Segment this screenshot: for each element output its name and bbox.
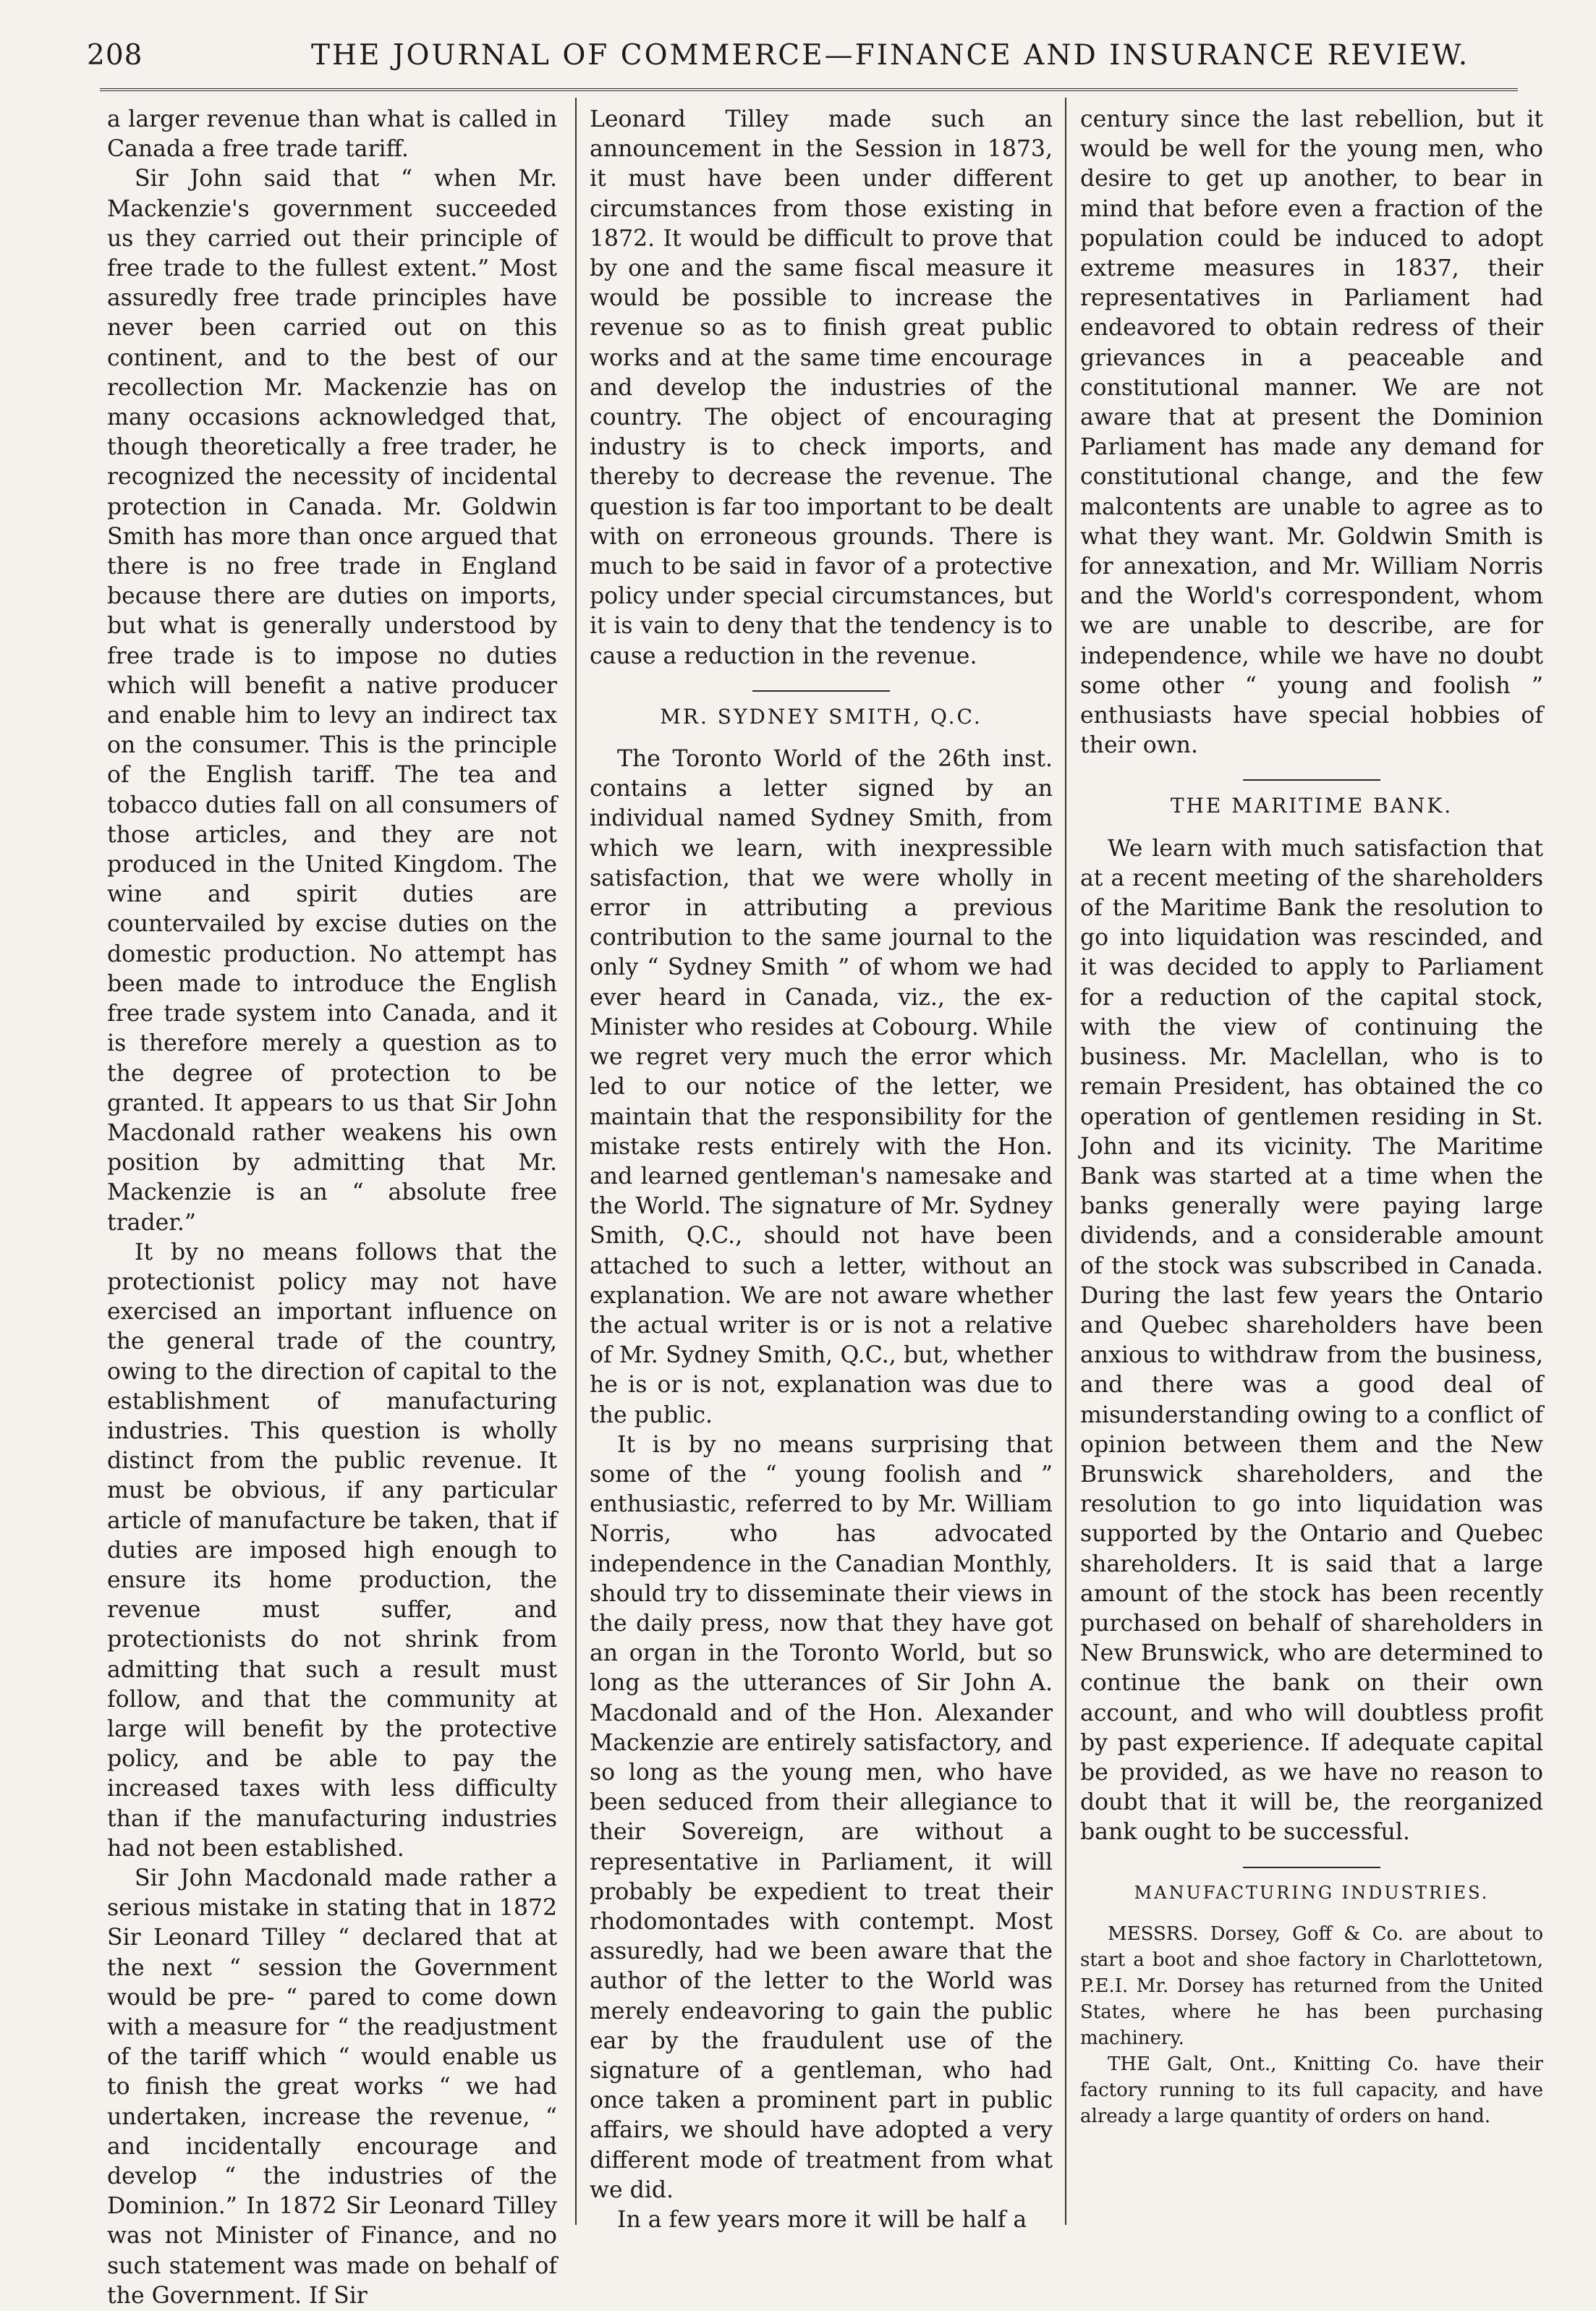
- section-separator: [1243, 779, 1380, 781]
- paragraph: THE Galt, Ont., Knitting Co. have their factory running to its full capacity, and have already a large quantity of orders on hand.: [1080, 2053, 1543, 2127]
- column-2: [590, 105, 1053, 2234]
- header-rule: [100, 88, 1518, 91]
- paragraph: Sir John Macdonald made rather a serious mistake in stating that in 1872 Sir Leonard Tilley “ declared that at the next “ session the Government would be pre- “ pared to come down with a measure for “ the readjustment of the tariff which “ would enable us to finish the great works “ we had undertaken, increase the revenue, “ and incidentally encourage and develop “ the industries of the Dominion.” In 1872 Sir Leonard Tilley was not Minister of Finance, and no such statement was made on behalf of the Government. If Sir: [107, 1865, 557, 2309]
- section-separator: [1243, 1867, 1380, 1868]
- column-1: [107, 105, 557, 2309]
- paragraph: It is by no means surprising that some of the “ young foolish and ” enthusiastic, referred to by Mr. William Norris, who has advocated independence in the Canadian Monthly, should try to disseminate their views in the daily press, now that they have got an organ in the Toronto World, but so long as the utterances of Sir John A. Macdonald and of the Hon. Alexander Mackenzie are entirely satisfactory, and so long as the young men, who have been seduced from their allegiance to their Sovereign, are without a representative in Parliament, it will probably be expedient to treat their rhodomontades with contempt. Most assuredly, had we been aware that the author of the letter to the World was merely endeavoring to gain the public ear by the fraudulent use of the signature of a gentleman, who had once taken a prominent part in public affairs, we should have adopted a very different mode of treatment from what we did.: [590, 1431, 1053, 2203]
- column-divider: [1065, 98, 1066, 2225]
- paragraph: In a few years more it will be half a: [617, 2207, 1027, 2234]
- paragraph: Sir John said that “ when Mr. Mackenzie's government succeeded us they carried out their principle of free trade to the fullest extent.” Most assuredly free trade principles have never been carried out on this continent, and to the best of our recollection Mr. Mackenzie has on many occasions acknowledged that, though theoretically a free trader, he recognized the necessity of incidental protection in Canada. Mr. Goldwin Smith has more than once argued that there is no free trade in England because there are duties on imports, but what is generally understood by free trade is to impose no duties which will benefit a native producer and enable him to levy an indirect tax on the consumer. This is the principle of the English tariff. The tea and tobacco duties fall on all consumers of those articles, and they are not produced in the United Kingdom. The wine and spirit duties are countervailed by excise duties on the domestic production. No attempt has been made to introduce the English free trade system into Canada, and it is therefore merely a question as to the degree of protection to be granted. It appears to us that Sir John Macdonald rather weakens his own position by admitting that Mr. Mackenzie is an “ absolute free trader.”: [107, 166, 557, 1236]
- article-heading: MANUFACTURING INDUSTRIES.: [1134, 1882, 1490, 1903]
- section-separator: [752, 690, 890, 692]
- paragraph: a larger revenue than what is called in Canada a free trade tariff.: [107, 106, 557, 163]
- paragraph: century since the last rebellion, but it would be well for the young men, who desire to get up another, to bear in mind that before even a fraction of the population could be induced to adopt extreme measures in 1837, their representatives in Parliament had endeavored to obtain redress of their grievances in a peaceable and constitutional manner. We are not aware that at present the Dominion Parliament has made any demand for constitutional change, and the few malcontents are unable to agree as to what they want. Mr. Goldwin Smith is for annexation, and Mr. William Norris and the World's correspondent, whom we are unable to describe, are for independence, while we have no doubt some other “ young and foolish ” enthusiasts have special hobbies of their own.: [1080, 106, 1543, 759]
- paragraph: We learn with much satisfaction that at a recent meeting of the shareholders of the Maritime Bank the resolution to go into liquidation was rescinded, and it was decided to apply to Parliament for a reduction of the capital stock, with the view of continuing the business. Mr. Maclellan, who is to remain President, has obtained the co operation of gentlemen residing in St. John and its vicinity. The Maritime Bank was started at a time when the banks generally were paying large dividends, and a considerable amount of the stock was subscribed in Canada. During the last few years the Ontario and Quebec shareholders have been anxious to withdraw from the business, and there was a good deal of misunderstanding owing to a conflict of opinion between them and the New Brunswick shareholders, and the resolution to go into liquidation was supported by the Ontario and Quebec shareholders. It is said that a large amount of the stock has been recently purchased on behalf of shareholders in New Brunswick, who are determined to continue the bank on their own account, and who will doubtless profit by past experience. If adequate capital be provided, as we have no reason to doubt that it will be, the reorganized bank ought to be successful.: [1080, 835, 1543, 1846]
- paragraph: MESSRS. Dorsey, Goff & Co. are about to start a boot and shoe factory in Charlottetown, P.E.I. Mr. Dorsey has returned from the United States, where he has been purchasing machinery.: [1080, 1922, 1543, 2049]
- article-heading: MR. SYDNEY SMITH, Q.C.: [660, 704, 982, 729]
- page-number: 208: [87, 39, 143, 72]
- column-3: [1080, 105, 1543, 2229]
- paragraph: Leonard Tilley made such an announcement in the Session in 1873, it must have been under different circumstances from those existing in 1872. It would be difficult to prove that by one and the same fiscal measure it would be possible to increase the revenue so as to finish great public works and at the same time encourage and develop the industries of the country. The object of encouraging industry is to check imports, and thereby to decrease the revenue. The question is far too important to be dealt with on erroneous grounds. There is much to be said in favor of a protective policy under special circumstances, but it is vain to deny that the tendency is to cause a reduction in the revenue.: [590, 106, 1053, 669]
- column-divider: [575, 98, 577, 2225]
- paragraph: The Toronto World of the 26th inst. contains a letter signed by an individual named Sydney Smith, from which we learn, with inexpressible satisfaction, that we were wholly in error in attributing a previous contribution to the same journal to the only “ Sydney Smith ” of whom we had ever heard in Canada, viz., the ex-Minister who resides at Cobourg. While we regret very much the error which led to our notice of the letter, we maintain that the responsibility for the mistake rests entirely with the Hon. and learned gentleman's namesake and the World. The signature of Mr. Sydney Smith, Q.C., should not have been attached to such a letter, without an explanation. We are not aware whether the actual writer is or is not a relative of Mr. Sydney Smith, Q.C., but, whether he is or is not, explanation was due to the public.: [590, 746, 1053, 1428]
- article-heading: THE MARITIME BANK.: [1170, 794, 1453, 818]
- page-header: [87, 29, 1527, 81]
- paragraph: It by no means follows that the protectionist policy may not have exercised an important influence on the general trade of the country, owing to the direction of capital to the establishment of manufacturing industries. This question is wholly distinct from the public revenue. It must be obvious, if any particular article of manufacture be taken, that if duties are imposed high enough to ensure its home production, the revenue must suffer, and protectionists do not shrink from admitting that such a result must follow, and that the community at large will benefit by the protective policy, and be able to pay the increased taxes with less difficulty than if the manufacturing industries had not been established.: [107, 1239, 557, 1862]
- journal-title: THE JOURNAL OF COMMERCE—FINANCE AND INSURANCE REVIEW.: [311, 39, 1470, 72]
